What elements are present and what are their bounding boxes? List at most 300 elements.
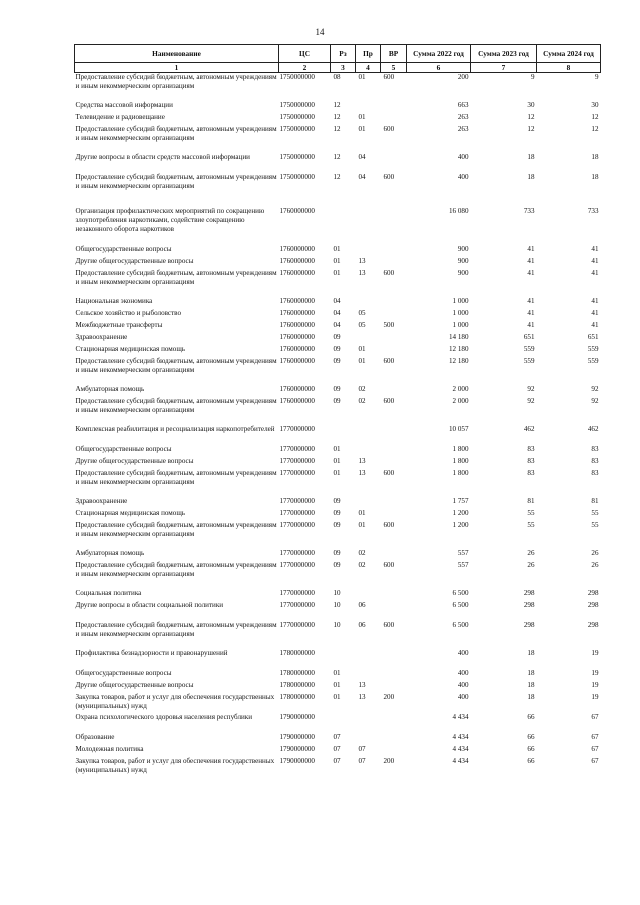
row-name: Охрана психологического здоровья населения республики	[75, 712, 253, 721]
spacer-cell	[75, 541, 601, 549]
row-vr: 500	[383, 320, 395, 329]
row-pr: 05	[358, 320, 366, 329]
table-row	[75, 207, 601, 245]
row-sum-2024: 298	[587, 588, 599, 597]
row-sum-2024: 55	[591, 520, 599, 529]
spacer-cell	[75, 145, 601, 153]
table-row	[75, 257, 601, 269]
header-vr: ВР	[381, 45, 407, 63]
spacer-row	[75, 641, 601, 649]
row-sum-2022: 400	[457, 680, 469, 689]
row-sum-2023: 462	[523, 424, 535, 433]
row-vr	[381, 681, 407, 693]
row-sum-2023: 559	[523, 356, 535, 365]
row-sum-2022: 1 800	[452, 456, 469, 465]
row-sum-2022: 2 000	[452, 384, 469, 393]
row-sum-2022: 900	[457, 268, 469, 277]
row-sum-2023: 41	[527, 320, 535, 329]
row-sum-2024: 41	[591, 320, 599, 329]
row-vr: 600	[383, 124, 395, 133]
header-sum-2024: Сумма 2024 год	[537, 45, 601, 63]
column-number: 1	[75, 63, 279, 73]
row-sum-2023: 41	[527, 308, 535, 317]
table-row	[75, 173, 601, 193]
table-row	[75, 385, 601, 397]
row-sum-2024: 41	[591, 256, 599, 265]
header-row	[75, 45, 601, 63]
row-rz: 01	[333, 668, 341, 677]
row-sum-2022: 4 434	[452, 744, 469, 753]
table-row	[75, 321, 601, 333]
row-vr	[381, 385, 407, 397]
spacer-row	[75, 93, 601, 101]
row-sum-2023: 18	[527, 668, 535, 677]
spacer-row	[75, 489, 601, 497]
row-sum-2022: 6 500	[452, 620, 469, 629]
row-cs: 1790000000	[279, 744, 315, 753]
row-name: Средства массовой информации	[75, 100, 173, 109]
column-number: 4	[356, 63, 381, 73]
row-sum-2023: 298	[523, 620, 535, 629]
row-cs: 1780000000	[279, 648, 315, 657]
row-vr	[381, 713, 407, 733]
spacer-row	[75, 145, 601, 153]
row-sum-2024: 81	[591, 496, 599, 505]
row-rz: 04	[333, 296, 341, 305]
row-cs: 1750000000	[279, 73, 315, 81]
header-rz: Рз	[331, 45, 356, 63]
spacer-cell	[75, 377, 601, 385]
row-sum-2024: 651	[587, 332, 599, 341]
row-sum-2024: 18	[591, 172, 599, 181]
page-number: 14	[315, 27, 325, 37]
table-row	[75, 345, 601, 357]
header-sum-2023: Сумма 2023 год	[471, 45, 537, 63]
row-rz: 09	[333, 496, 341, 505]
row-cs: 1770000000	[279, 560, 315, 569]
table-row	[75, 245, 601, 257]
spacer-cell	[75, 289, 601, 297]
row-sum-2024: 83	[591, 468, 599, 477]
row-name: Межбюджетные трансферты	[75, 320, 163, 329]
row-sum-2024: 67	[591, 756, 599, 765]
row-sum-2024: 19	[591, 692, 599, 701]
spacer-cell	[75, 581, 601, 589]
row-vr	[381, 257, 407, 269]
row-cs: 1760000000	[279, 268, 315, 277]
row-sum-2022: 1 200	[452, 508, 469, 517]
row-name: Здравоохранение	[75, 496, 128, 505]
table-row	[75, 681, 601, 693]
table-row	[75, 309, 601, 321]
row-rz: 01	[333, 256, 341, 265]
row-vr	[381, 425, 407, 445]
header-sum-2022: Сумма 2022 год	[407, 45, 471, 63]
row-sum-2024: 298	[587, 620, 599, 629]
row-pr	[356, 497, 381, 509]
row-rz: 01	[333, 680, 341, 689]
row-sum-2022: 557	[457, 560, 469, 569]
row-sum-2023: 30	[527, 100, 535, 109]
table-row	[75, 757, 601, 777]
table-row	[75, 497, 601, 509]
row-sum-2023: 18	[527, 648, 535, 657]
row-sum-2023: 55	[527, 508, 535, 517]
row-vr	[381, 497, 407, 509]
table-row	[75, 649, 601, 661]
row-pr: 07	[358, 744, 366, 753]
row-name: Общегосударственные вопросы	[75, 444, 172, 453]
row-sum-2022: 400	[457, 648, 469, 657]
row-cs: 1760000000	[279, 396, 315, 405]
row-sum-2024: 55	[591, 508, 599, 517]
spacer-row	[75, 581, 601, 589]
row-sum-2023: 83	[527, 444, 535, 453]
spacer-row	[75, 661, 601, 669]
table-row	[75, 509, 601, 521]
row-name: Предоставление субсидий бюджетным, автономным учреждениям и иным некоммерческим организациям	[75, 356, 277, 374]
row-vr: 600	[383, 520, 395, 529]
row-sum-2023: 41	[527, 268, 535, 277]
row-sum-2022: 263	[457, 112, 469, 121]
row-cs: 1790000000	[279, 732, 315, 741]
row-name: Организация профилактических мероприятий по сокращению злоупотребления наркотиками, содействие сокращению незаконного оборота наркотиков	[75, 206, 265, 233]
spacer-row	[75, 193, 601, 207]
row-name: Предоставление субсидий бюджетным, автономным учреждениям и иным некоммерческим организациям	[75, 468, 277, 486]
row-vr: 200	[383, 692, 395, 701]
spacer-cell	[75, 661, 601, 669]
row-pr: 13	[358, 268, 366, 277]
row-name: Общегосударственные вопросы	[75, 244, 172, 253]
row-sum-2022: 4 434	[452, 712, 469, 721]
table-row	[75, 521, 601, 541]
row-cs: 1750000000	[279, 152, 315, 161]
row-cs: 1760000000	[279, 344, 315, 353]
column-number-row	[75, 63, 601, 73]
row-name: Предоставление субсидий бюджетным, автономным учреждениям и иным некоммерческим организациям	[75, 268, 277, 286]
row-cs: 1760000000	[279, 296, 315, 305]
row-pr: 01	[358, 124, 366, 133]
row-name: Предоставление субсидий бюджетным, автономным учреждениям и иным некоммерческим организациям	[75, 124, 277, 142]
row-pr: 06	[358, 600, 366, 609]
row-vr	[381, 445, 407, 457]
row-sum-2023: 298	[523, 600, 535, 609]
row-sum-2024: 67	[591, 712, 599, 721]
table-row	[75, 693, 601, 713]
row-vr	[381, 153, 407, 173]
row-rz: 10	[333, 588, 341, 597]
row-name: Амбулаторная помощь	[75, 548, 145, 557]
row-sum-2022: 400	[457, 152, 469, 161]
table-row	[75, 457, 601, 469]
row-vr: 600	[383, 268, 395, 277]
row-vr: 600	[383, 560, 395, 569]
row-vr	[381, 345, 407, 357]
row-name: Другие общегосударственные вопросы	[75, 256, 194, 265]
row-vr	[381, 669, 407, 681]
row-cs: 1760000000	[279, 244, 315, 253]
column-number: 6	[407, 63, 471, 73]
row-name: Общегосударственные вопросы	[75, 668, 172, 677]
row-rz	[331, 713, 356, 733]
row-name: Предоставление субсидий бюджетным, автономным учреждениям и иным некоммерческим организациям	[75, 73, 277, 90]
row-vr	[381, 589, 407, 601]
row-name: Образование	[75, 732, 115, 741]
row-sum-2024: 83	[591, 456, 599, 465]
row-rz: 09	[333, 332, 341, 341]
row-sum-2023: 18	[527, 692, 535, 701]
row-name: Молодежная политика	[75, 744, 144, 753]
row-sum-2022: 1 000	[452, 296, 469, 305]
row-pr: 13	[358, 680, 366, 689]
row-rz: 01	[333, 244, 341, 253]
table-row	[75, 425, 601, 445]
row-name: Профилактика безнадзорности и правонарушений	[75, 648, 228, 657]
column-number: 2	[279, 63, 331, 73]
row-rz: 07	[333, 732, 341, 741]
row-sum-2024: 67	[591, 732, 599, 741]
row-vr	[381, 333, 407, 345]
row-sum-2024: 92	[591, 384, 599, 393]
table-row	[75, 549, 601, 561]
row-sum-2023: 41	[527, 244, 535, 253]
row-sum-2024: 83	[591, 444, 599, 453]
row-sum-2022: 557	[457, 548, 469, 557]
row-pr	[356, 733, 381, 745]
row-pr: 13	[358, 256, 366, 265]
row-vr	[381, 509, 407, 521]
row-cs: 1750000000	[279, 172, 315, 181]
row-sum-2024: 26	[591, 560, 599, 569]
row-vr: 600	[383, 172, 395, 181]
row-cs: 1750000000	[279, 124, 315, 133]
row-name: Сельское хозяйство и рыболовство	[75, 308, 182, 317]
row-sum-2022: 900	[457, 244, 469, 253]
row-sum-2022: 2 000	[452, 396, 469, 405]
row-cs: 1760000000	[279, 384, 315, 393]
row-sum-2023: 12	[527, 124, 535, 133]
row-sum-2023: 9	[530, 73, 535, 81]
row-sum-2024: 41	[591, 268, 599, 277]
spacer-cell	[75, 93, 601, 101]
row-rz: 09	[333, 384, 341, 393]
row-cs: 1770000000	[279, 444, 315, 453]
row-rz: 09	[333, 344, 341, 353]
row-vr	[381, 457, 407, 469]
row-vr	[381, 113, 407, 125]
table-row	[75, 601, 601, 613]
row-pr: 05	[358, 308, 366, 317]
row-pr	[356, 649, 381, 661]
row-sum-2023: 92	[527, 384, 535, 393]
row-vr: 600	[383, 73, 395, 81]
row-rz: 07	[333, 756, 341, 765]
header-name: Наименование	[75, 45, 279, 63]
row-sum-2024: 92	[591, 396, 599, 405]
row-pr	[356, 445, 381, 457]
row-sum-2022: 4 434	[452, 756, 469, 765]
row-sum-2024: 298	[587, 600, 599, 609]
row-pr: 02	[358, 396, 366, 405]
row-sum-2023: 55	[527, 520, 535, 529]
row-sum-2023: 559	[523, 344, 535, 353]
row-sum-2023: 92	[527, 396, 535, 405]
row-name: Предоставление субсидий бюджетным, автономным учреждениям и иным некоммерческим организациям	[75, 520, 277, 538]
row-cs: 1780000000	[279, 692, 315, 701]
row-pr	[356, 297, 381, 309]
row-cs: 1770000000	[279, 588, 315, 597]
table-row	[75, 269, 601, 289]
row-rz: 09	[333, 548, 341, 557]
table-row	[75, 733, 601, 745]
row-rz: 09	[333, 356, 341, 365]
row-sum-2022: 4 434	[452, 732, 469, 741]
row-sum-2024: 41	[591, 244, 599, 253]
row-sum-2024: 462	[587, 424, 599, 433]
row-cs: 1770000000	[279, 424, 315, 433]
spacer-row	[75, 377, 601, 385]
row-cs: 1760000000	[279, 206, 315, 215]
row-sum-2023: 18	[527, 172, 535, 181]
row-sum-2023: 41	[527, 296, 535, 305]
row-vr	[381, 649, 407, 661]
row-cs: 1780000000	[279, 680, 315, 689]
row-name: Предоставление субсидий бюджетным, автономным учреждениям и иным некоммерческим организациям	[75, 620, 277, 638]
row-cs: 1760000000	[279, 256, 315, 265]
row-pr	[356, 333, 381, 345]
row-name: Закупка товаров, работ и услуг для обеспечения государственных (муниципальных) нужд	[75, 756, 275, 774]
row-sum-2022: 12 180	[448, 344, 469, 353]
row-vr: 600	[383, 620, 395, 629]
column-number: 8	[537, 63, 601, 73]
row-sum-2023: 66	[527, 756, 535, 765]
row-rz: 09	[333, 508, 341, 517]
table-row	[75, 669, 601, 681]
row-rz: 01	[333, 444, 341, 453]
row-sum-2022: 1 000	[452, 308, 469, 317]
row-sum-2024: 9	[594, 73, 599, 81]
row-name: Телевидение и радиовещание	[75, 112, 165, 121]
row-pr: 01	[358, 73, 366, 81]
table-body	[75, 73, 601, 777]
row-sum-2022: 16 080	[448, 206, 469, 215]
row-rz: 12	[333, 112, 341, 121]
row-sum-2023: 26	[527, 560, 535, 569]
row-sum-2024: 559	[587, 344, 599, 353]
row-sum-2024: 559	[587, 356, 599, 365]
row-rz: 01	[333, 468, 341, 477]
row-vr: 600	[383, 356, 395, 365]
row-cs: 1760000000	[279, 332, 315, 341]
row-pr	[356, 101, 381, 113]
row-cs: 1780000000	[279, 668, 315, 677]
row-cs: 1760000000	[279, 308, 315, 317]
row-sum-2022: 1 000	[452, 320, 469, 329]
row-vr	[381, 245, 407, 257]
spacer-row	[75, 417, 601, 425]
row-sum-2024: 19	[591, 668, 599, 677]
row-sum-2023: 298	[523, 588, 535, 597]
row-pr	[356, 713, 381, 733]
row-vr	[381, 207, 407, 245]
row-pr: 01	[358, 508, 366, 517]
row-cs: 1790000000	[279, 756, 315, 765]
row-rz	[331, 649, 356, 661]
row-sum-2024: 12	[591, 112, 599, 121]
row-sum-2022: 6 500	[452, 588, 469, 597]
row-sum-2022: 1 800	[452, 468, 469, 477]
row-name: Предоставление субсидий бюджетным, автономным учреждениям и иным некоммерческим организациям	[75, 396, 277, 414]
row-rz: 01	[333, 456, 341, 465]
table-row	[75, 589, 601, 601]
row-sum-2023: 81	[527, 496, 535, 505]
table-row	[75, 445, 601, 457]
row-sum-2023: 651	[523, 332, 535, 341]
row-vr: 600	[383, 396, 395, 405]
row-cs: 1770000000	[279, 600, 315, 609]
table-row	[75, 713, 601, 733]
row-rz: 09	[333, 520, 341, 529]
spacer-cell	[75, 489, 601, 497]
row-sum-2024: 19	[591, 680, 599, 689]
row-sum-2023: 66	[527, 744, 535, 753]
row-vr	[381, 309, 407, 321]
row-vr	[381, 601, 407, 613]
row-rz: 09	[333, 560, 341, 569]
row-rz: 07	[333, 744, 341, 753]
row-rz: 01	[333, 692, 341, 701]
row-sum-2024: 41	[591, 296, 599, 305]
row-rz: 12	[333, 152, 341, 161]
row-sum-2022: 200	[457, 73, 469, 81]
row-pr: 01	[358, 112, 366, 121]
row-rz: 10	[333, 600, 341, 609]
row-pr	[356, 245, 381, 257]
row-name: Стационарная медицинская помощь	[75, 344, 186, 353]
row-pr: 13	[358, 692, 366, 701]
row-rz: 04	[333, 308, 341, 317]
row-sum-2022: 6 500	[452, 600, 469, 609]
row-pr	[356, 425, 381, 445]
table-row	[75, 125, 601, 145]
row-vr: 200	[383, 756, 395, 765]
row-cs: 1770000000	[279, 468, 315, 477]
row-name: Здравоохранение	[75, 332, 128, 341]
row-name: Закупка товаров, работ и услуг для обеспечения государственных (муниципальных) нужд	[75, 692, 275, 710]
row-sum-2024: 67	[591, 744, 599, 753]
row-vr	[381, 549, 407, 561]
row-cs: 1760000000	[279, 320, 315, 329]
row-name: Предоставление субсидий бюджетным, автономным учреждениям и иным некоммерческим организациям	[75, 172, 277, 190]
spacer-cell	[75, 613, 601, 621]
row-name: Стационарная медицинская помощь	[75, 508, 186, 517]
row-vr	[381, 101, 407, 113]
row-pr: 06	[358, 620, 366, 629]
row-rz	[331, 207, 356, 245]
table-row	[75, 153, 601, 173]
row-pr: 01	[358, 344, 366, 353]
row-sum-2024: 12	[591, 124, 599, 133]
row-pr: 04	[358, 152, 366, 161]
table-row	[75, 333, 601, 345]
row-name: Комплексная реабилитация и ресоциализация наркопотребителей	[75, 424, 275, 433]
row-name: Другие общегосударственные вопросы	[75, 456, 194, 465]
row-name: Национальная экономика	[75, 296, 153, 305]
row-rz: 12	[333, 100, 341, 109]
row-sum-2024: 26	[591, 548, 599, 557]
row-sum-2022: 900	[457, 256, 469, 265]
row-pr	[356, 669, 381, 681]
